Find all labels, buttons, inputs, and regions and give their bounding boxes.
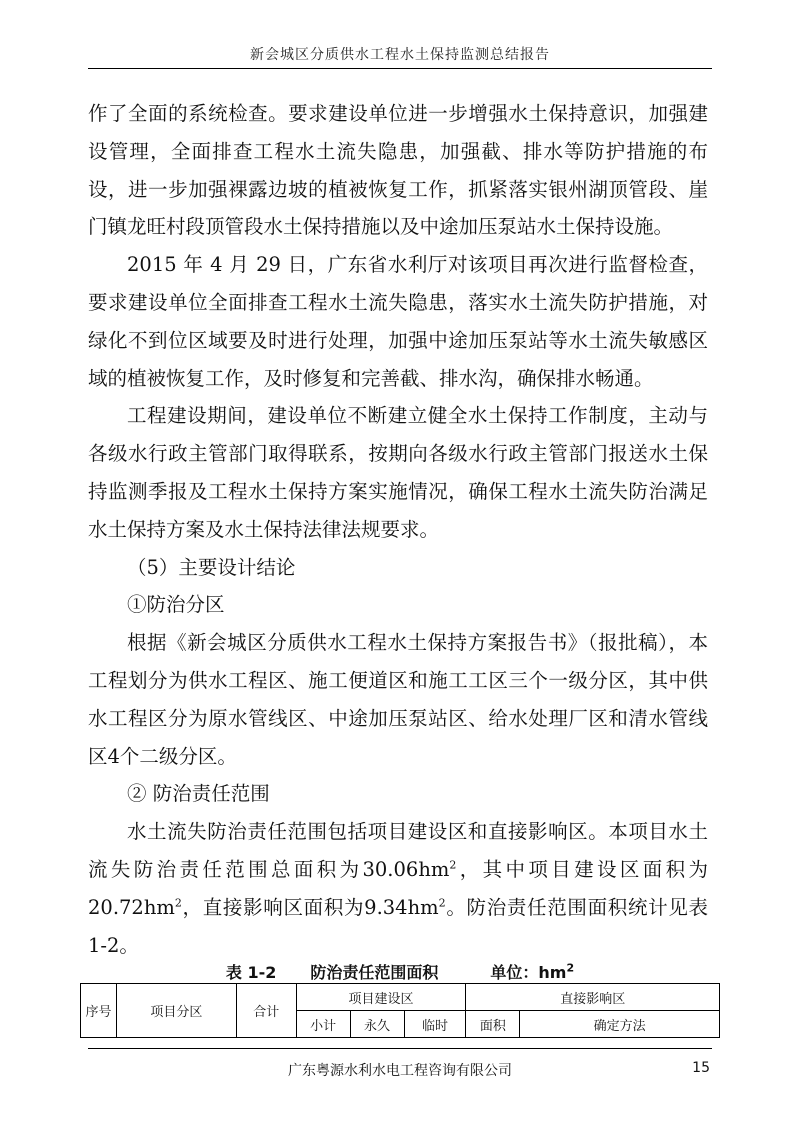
table-caption-unit bbox=[490, 960, 574, 983]
header-size: 面积 bbox=[466, 1011, 520, 1038]
table-caption-title: 防治责任范围面积 bbox=[310, 963, 439, 982]
scope-text-c: ，直接影响区面积为9.34hm bbox=[181, 895, 439, 919]
paragraph-2: 2015 年 4 月 29 日，广东省水利厅对该项目再次进行监督检查，要求建设单位全面排查工程水土流失隐患，落实水土流失防护措施，对绿化不到位区域要及时进行处理，加强中途加压泵站等水土流失敏感区域的植被恢复工作，及时修复和完善截、排水沟，确保排水畅通。 bbox=[88, 253, 708, 390]
subsection-heading-zoning: ①防治分区 bbox=[127, 593, 225, 617]
paragraph-zoning: 根据《新会城区分质供水工程水土保持方案报告书》（报批稿），本工程划分为供水工程区、施工便道区和施工工区三个一级分区，其中供水工程区分为原水管线区、中途加压泵站区、给水处理厂区和清水管线区4个二级分区。 bbox=[88, 631, 708, 768]
scope-text-d: 。防治责任范围面积统计见表1-2。 bbox=[88, 895, 708, 957]
paragraph-scope bbox=[88, 813, 708, 964]
superscript: 2 bbox=[174, 896, 182, 910]
superscript: 2 bbox=[566, 961, 575, 975]
page-header: 新会城区分质供水工程水土保持监测总结报告 bbox=[250, 47, 550, 63]
table-header-row bbox=[81, 984, 720, 1011]
scope-text-b: ，其中项目建设区面积为20.72hm bbox=[88, 857, 708, 919]
section-heading-5: （5）主要设计结论 bbox=[127, 555, 296, 579]
table-caption-unit-text: 单位：hm bbox=[490, 963, 567, 982]
responsibility-area-table bbox=[80, 983, 720, 1038]
header-subtotal: 小计 bbox=[296, 1011, 350, 1038]
superscript: 2 bbox=[449, 858, 457, 872]
header-method: 确定方法 bbox=[520, 1011, 720, 1038]
header-direct-area: 直接影响区 bbox=[466, 984, 720, 1011]
header-area: 项目分区 bbox=[116, 984, 236, 1038]
footer-rule bbox=[88, 1048, 712, 1049]
header-seq: 序号 bbox=[81, 984, 117, 1038]
paragraph-3: 工程建设期间，建设单位不断建立健全水土保持工作制度，主动与各级水行政主管部门取得联系，按期向各级水行政主管部门报送水土保持监测季报及工程水土保持方案实施情况，确保工程水土流失防治满足水土保持方案及水土保持法律法规要求。 bbox=[88, 404, 708, 541]
table-caption-id: 表 1-2 bbox=[225, 963, 277, 982]
document-body bbox=[88, 95, 708, 964]
header-rule bbox=[88, 68, 712, 69]
header-total: 合计 bbox=[236, 984, 296, 1038]
superscript: 2 bbox=[438, 896, 446, 910]
paragraph-1: 作了全面的系统检查。要求建设单位进一步增强水土保持意识，加强建设管理，全面排查工程水土流失隐患，加强截、排水等防护措施的布设，进一步加强裸露边坡的植被恢复工作，抓紧落实银州湖顶管段、崖门镇龙旺村段顶管段水土保持措施以及中途加压泵站水土保持设施。 bbox=[88, 102, 708, 239]
table-caption bbox=[0, 960, 800, 983]
header-build-area: 项目建设区 bbox=[296, 984, 466, 1011]
footer-company: 广东粤源水利水电工程咨询有限公司 bbox=[288, 1063, 512, 1079]
header-temporary: 临时 bbox=[404, 1011, 466, 1038]
scope-text-a: 水土流失防治责任范围包括项目建设区和直接影响区。本项目水土流失防治责任范围总面积为30.06hm bbox=[88, 820, 708, 881]
page-number: 15 bbox=[692, 1060, 710, 1076]
header-permanent: 永久 bbox=[350, 1011, 404, 1038]
subsection-heading-scope: ② 防治责任范围 bbox=[127, 782, 270, 806]
